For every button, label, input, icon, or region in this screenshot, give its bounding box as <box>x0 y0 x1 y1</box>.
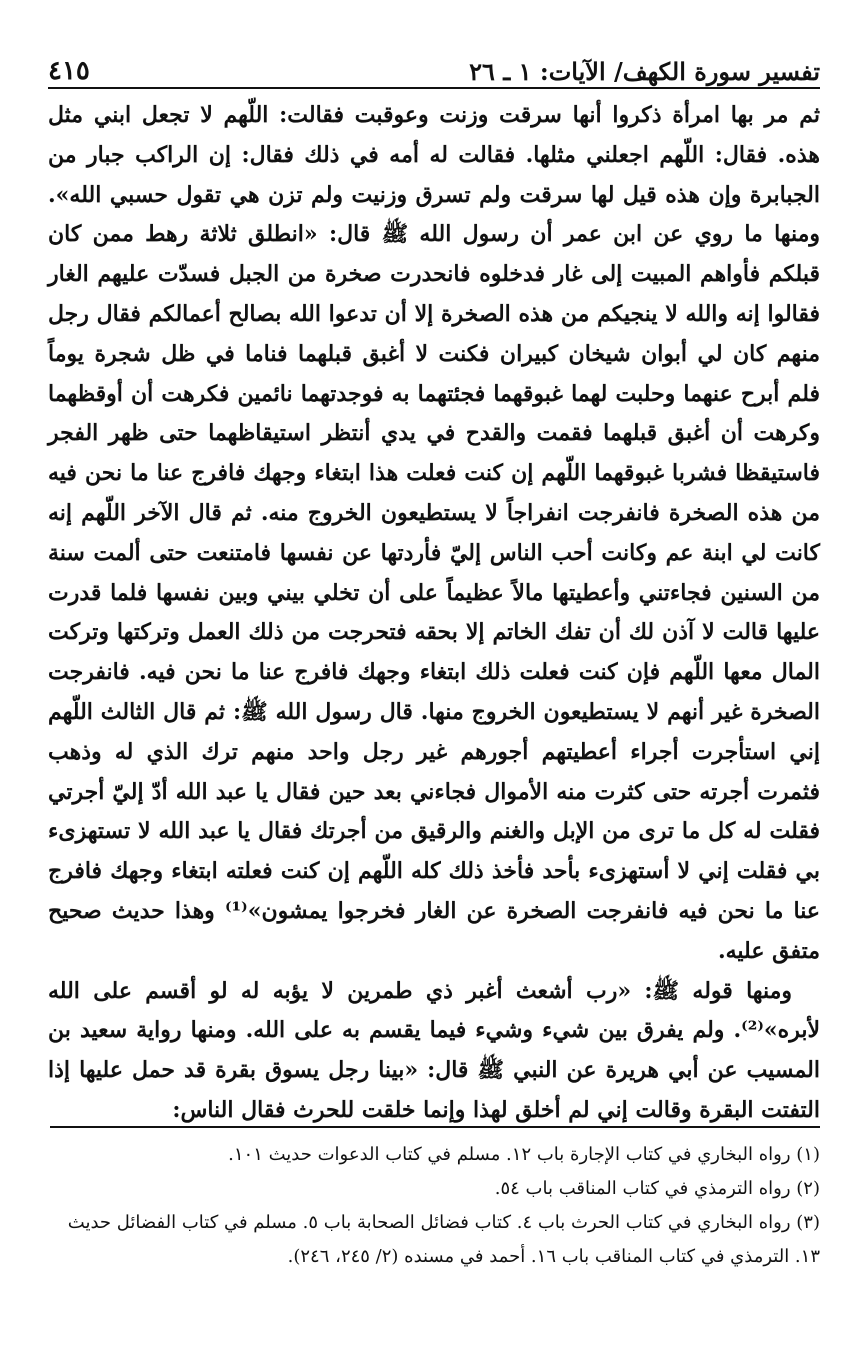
body-paragraph: ثم مر بها امرأة ذكروا أنها سرقت وزنت وعوقبت فقالت: اللّهم لا تجعل ابني مثل هذه. فقال: اللّهم اجعلني مثلها. فقالت له أمه في ذلك فقال: إن الراكب جبار من الجبابرة وإن هذه قيل لها سرقت ولم تسرق وزنيت ولم تزن هي تقول حسبي الله». ومنها ما روي عن ابن عمر أن رسول الله ﷺ قال: «انطلق ثلاثة رهط ممن كان قبلكم فأواهم المبيت إلى غار فدخلوه فانحدرت صخرة من الجبل فسدّت عليهم الغار فقالوا إنه والله لا ينجيكم من هذه الصخرة إلا أن تدعوا الله بصالح أعمالكم فقال رجل منهم كان لي أبوان شيخان كبيران فكنت لا أغبق قبلهما فناما في ظل شجرة يوماً فلم أبرح عنهما وحلبت لهما غبوقهما فجئتهما به فوجدتهما نائمين فكرهت أن أوقظهما وكرهت أن أغبق قبلهما فقمت والقدح في يدي أنتظر استيقاظهما حتى ظهر الفجر فاستيقظا فشربا غبوقهما اللّهم إن كنت فعلت هذا ابتغاء وجهك فافرج عنا ما نحن فيه من هذه الصخرة فانفرجت انفراجاً لا يستطيعون الخروج منه. ثم قال الآخر اللّهم إنه كانت لي ابنة عم وكانت أحب الناس إليّ فأردتها عن نفسها فامتنعت حتى ألمت سنة من السنين فجاءتني وأعطيتها مالاً عظيماً على أن تخلي بيني وبين نفسها فلما قدرت عليها قالت لا آذن لك أن تفك الخاتم إلا بحقه فتحرجت من ذلك العمل وتركتها وتركت المال معها اللّهم فإن كنت فعلت ذلك ابتغاء وجهك فافرج عنا ما نحن فيه. فانفرجت الصخرة غير أنهم لا يستطيعون الخروج منها. قال رسول الله ﷺ: ثم قال الثالث اللّهم إني استأجرت أجراء أعطيتهم أجورهم غير رجل واحد منهم ترك الذي له وذهب فثمرت أجرته حتى كثرت منه الأموال فجاءني بعد حين فقال يا عبد الله أدّ إليّ أجرتي فقلت له كل ما ترى من الإبل والغنم والرقيق من أجرتك فقال يا عبد الله لا تستهزىء بي فقلت إني لا أستهزىء بأحد فأخذ ذلك كله اللّهم إن كنت فعلته ابتغاء وجهك فافرج عنا ما نحن فيه فانفرجت الصخرة عن الغار فخرجوا يمشون»⁽¹⁾ وهذا حديث صحيح متفق عليه. <box>48 102 821 964</box>
running-title: تفسير سورة الكهف/ الآيات: ١ ـ ٢٦ <box>469 57 820 86</box>
body-paragraph: ومنها قوله ﷺ: «رب أشعث أغبر ذي طمرين لا يؤبه له لو أقسم على الله لأبره»⁽²⁾. ولم يفرق بين شيء وشيء فيما يقسم به على الله. ومنها رواية سعيد بن المسيب عن أبي هريرة عن النبي ﷺ قال: «بينا رجل يسوق بقرة قد حمل عليها إذا التفتت البقرة وقالت إني لم أخلق لهذا وإنما خلقت للحرث فقال الناس: <box>48 977 820 1123</box>
main-text <box>48 96 820 1131</box>
page-header <box>48 44 820 84</box>
footnote: (٢) رواه الترمذي في كتاب المناقب باب ٥٤. <box>494 1178 820 1199</box>
footnote: (١) رواه البخاري في كتاب الإجارة باب ١٢. مسلم في كتاب الدعوات حديث ١٠١. <box>228 1144 820 1165</box>
header-divider <box>48 87 820 89</box>
page-number: ٤١٥ <box>48 56 90 86</box>
footnote: (٣) رواه البخاري في كتاب الحرث باب ٤. كتاب فضائل الصحابة باب ٥. مسلم في كتاب الفضائل حديث ١٣. الترمذي في كتاب المناقب باب ١٦. أحمد في مسنده (٢/ ٢٤٥، ٢٤٦). <box>67 1212 820 1267</box>
footnote-divider <box>50 1126 820 1128</box>
footnotes <box>48 1138 820 1274</box>
